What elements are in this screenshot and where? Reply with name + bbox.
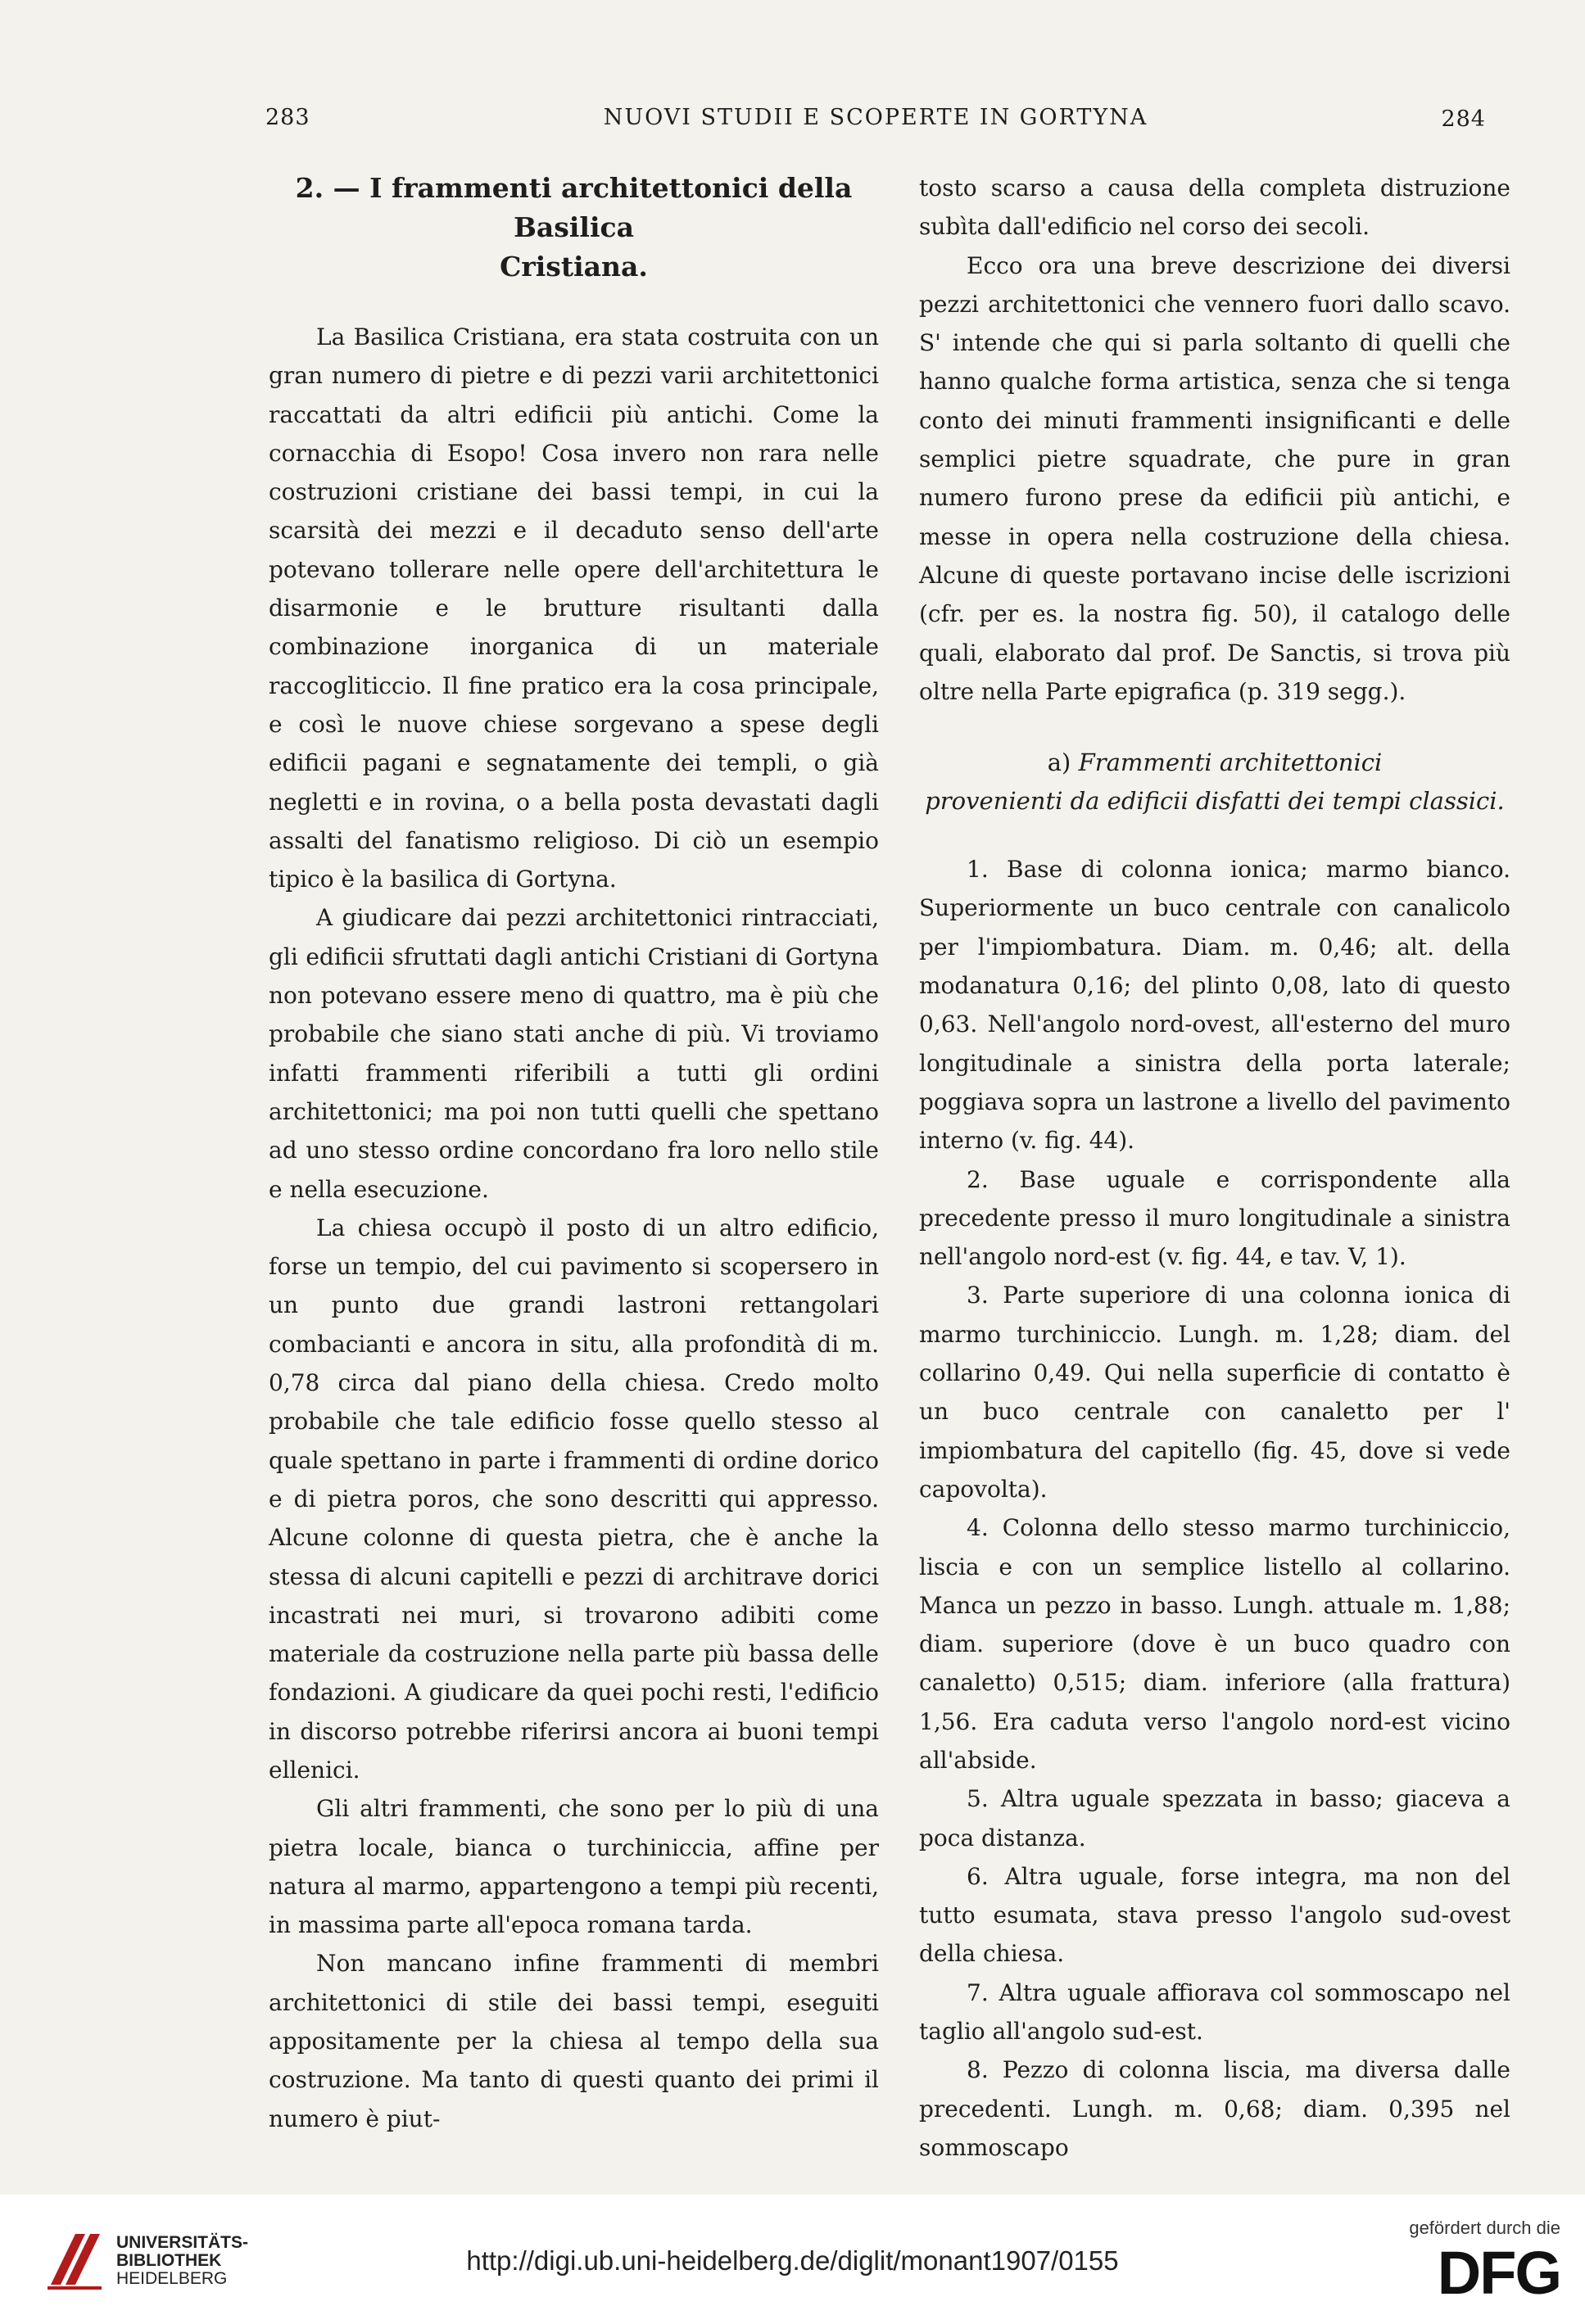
catalog-item: 5. Altra uguale spezzata in basso; giaceva a poca distanza. [919, 1785, 1510, 1852]
section-title-line2: Cristiana. [500, 251, 648, 283]
paragraph: Ecco ora una breve descrizione dei diversi pezzi architettonici che vennero fuori dallo scavo. S' intende che qui si parla soltanto di quelli che hanno qualche forma artistica, senza che si tenga conto dei minuti frammenti insignificanti e delle semplici pietre squadrate, che pure in gran numero furono prese da edificii più antichi, e messe in opera nella costruzione della chiesa. Alcune di queste portavano incise delle iscrizioni (cfr. per es. la nostra fig. 50), il catalogo delle quali, elaborato dal prof. De Sanctis, si trova più oltre nella Parte epigrafica (p. 319 segg.). [919, 251, 1510, 705]
subsection-title [919, 744, 1510, 821]
paragraph: Gli altri frammenti, che sono per lo più di una pietra locale, bianca o turchiniccia, affine per natura al marmo, appartengono a tempi più recenti, in massima parte all'epoca romana tarda. [269, 1795, 879, 1939]
library-line2: BIBLIOTHEK [116, 2251, 222, 2270]
catalog-item: 2. Base uguale e corrispondente alla precedente presso il muro longitudinale a sinistra nell'angolo nord-est (v. fig. 44, e tav. V, 1). [919, 1165, 1510, 1271]
paragraph-continuation: tosto scarso a causa della completa distruzione subìta dall'edificio nel corso dei secoli. [919, 174, 1510, 241]
digitization-footer [0, 2195, 1585, 2324]
paragraph: Non mancano infine frammenti di membri architettonici di stile dei bassi tempi, eseguiti appositamente per la chiesa al tempo della sua costruzione. Ma tanto di questi quanto dei primi il numero è piut- [269, 1950, 879, 2132]
library-line1: UNIVERSITÄTS- [116, 2233, 249, 2252]
catalog-item: 8. Pezzo di colonna liscia, ma diversa dalle precedenti. Lungh. m. 0,68; diam. 0,395 nel sommoscapo [919, 2056, 1510, 2161]
section-title [269, 169, 879, 287]
left-column [269, 169, 879, 2138]
subsection-title-line1: Frammenti architettonici [1078, 748, 1383, 777]
subsection-letter: a) [1047, 748, 1071, 777]
paragraph: La chiesa occupò il posto di un altro edificio, forse un tempio, del cui pavimento si scopersero in un punto due grandi lastroni rettangolari combacianti e ancora in situ, alla profondità di m. 0,78 circa dal piano della chiesa. Credo molto probabile che tale edificio fosse quello stesso al quale spettano in parte i frammenti di ordine dorico e di pietra poros, che sono descritti qui appresso. Alcune colonne di questa pietra, che è anche la stessa di alcuni capitelli e pezzi di architrave dorici incastrati nei muri, si trovarono adibiti come materiale da costruzione nella parte più bassa delle fondazioni. A giudicare da quei pochi resti, l'edificio in discorso potrebbe riferirsi ancora ai buoni tempi ellenici. [269, 1214, 879, 1784]
paragraph: La Basilica Cristiana, era stata costruita con un gran numero di pietre e di pezzi varii architettonici raccattati da altri edificii più antichi. Come la cornacchia di Esopo! Cosa invero non rara nelle costruzioni cristiane dei bassi tempi, in cui la scarsità dei mezzi e il decaduto senso dell'arte potevano tollerare nelle opere dell'architettura le disarmonie e le brutture risultanti dalla combinazione inorganica di un materiale raccogliticcio. Il fine pratico era la cosa principale, e così le nuove chiese sorgevano a spese degli edificii pagani e segnatamente dei templi, o già negletti e in rovina, o a bella posta devastati dagli assalti del fanatismo religioso. Di ciò un esempio tipico è la basilica di Gortyna. [269, 323, 879, 893]
catalog-item: 6. Altra uguale, forse integra, ma non del tutto esumata, stava presso l'angolo sud-ovest della chiesa. [919, 1862, 1510, 1968]
right-column [919, 169, 1510, 2167]
running-header [265, 105, 1486, 138]
catalog-item: 7. Altra uguale affiorava col sommoscapo nel taglio all'angolo sud-est. [919, 1978, 1510, 2046]
running-title: NUOVI STUDII E SCOPERTE IN GORTYNA [603, 105, 1148, 130]
page-number-right: 284 [1441, 106, 1486, 132]
permalink-url[interactable]: http://digi.ub.uni-heidelberg.de/diglit/monant1907/0155 [466, 2245, 1119, 2276]
dfg-logo[interactable]: DFG [1437, 2239, 1560, 2307]
section-title-line1: 2. — I frammenti architettonici della Basilica [295, 172, 853, 243]
subsection-title-line2: provenienti da edificii disfatti dei tempi classici. [925, 787, 1505, 816]
funder-block [1397, 2218, 1560, 2308]
library-line3: HEIDELBERG [116, 2269, 228, 2288]
catalog-item: 3. Parte superiore di una colonna ionica di marmo turchiniccio. Lungh. m. 1,28; diam. del collarino 0,49. Qui nella superficie di contatto è un buco centrale con canaletto per l' impiombatura del capitello (fig. 45, dove si vede capovolta). [919, 1282, 1510, 1503]
catalog-item: 4. Colonna dello stesso marmo turchiniccio, liscia e con un semplice listello al collarino. Manca un pezzo in basso. Lungh. attuale m. 1,88; diam. superiore (dove è un buco quadro con canaletto) 0,515; diam. inferiore (alla frattura) 1,56. Era caduta verso l'angolo nord-est vicino all'abside. [919, 1514, 1510, 1774]
paragraph: A giudicare dai pezzi architettonici rintracciati, gli edificii sfruttati dagli antichi Cristiani di Gortyna non potevano essere meno di quattro, ma è più che probabile che siano stati anche di più. Vi troviamo infatti frammenti riferibili a tutti gli ordini architettonici; ma poi non tutti quelli che spettano ad uno stesso ordine concordano fra loro nello stile e nella esecuzione. [269, 904, 879, 1203]
page-number-left: 283 [265, 105, 310, 130]
funding-text: gefördert durch die [1409, 2218, 1560, 2238]
catalog-item: 1. Base di colonna ionica; marmo bianco. Superiormente un buco centrale con canalicolo per l'impiombatura. Diam. m. 0,46; alt. della modanatura 0,16; del plinto 0,08, lato di questo 0,63. Nell'angolo nord-ovest, all'esterno del muro longitudinale a sinistra della porta laterale; poggiava sopra un lastrone a livello del pavimento interno (v. fig. 44). [919, 856, 1510, 1155]
